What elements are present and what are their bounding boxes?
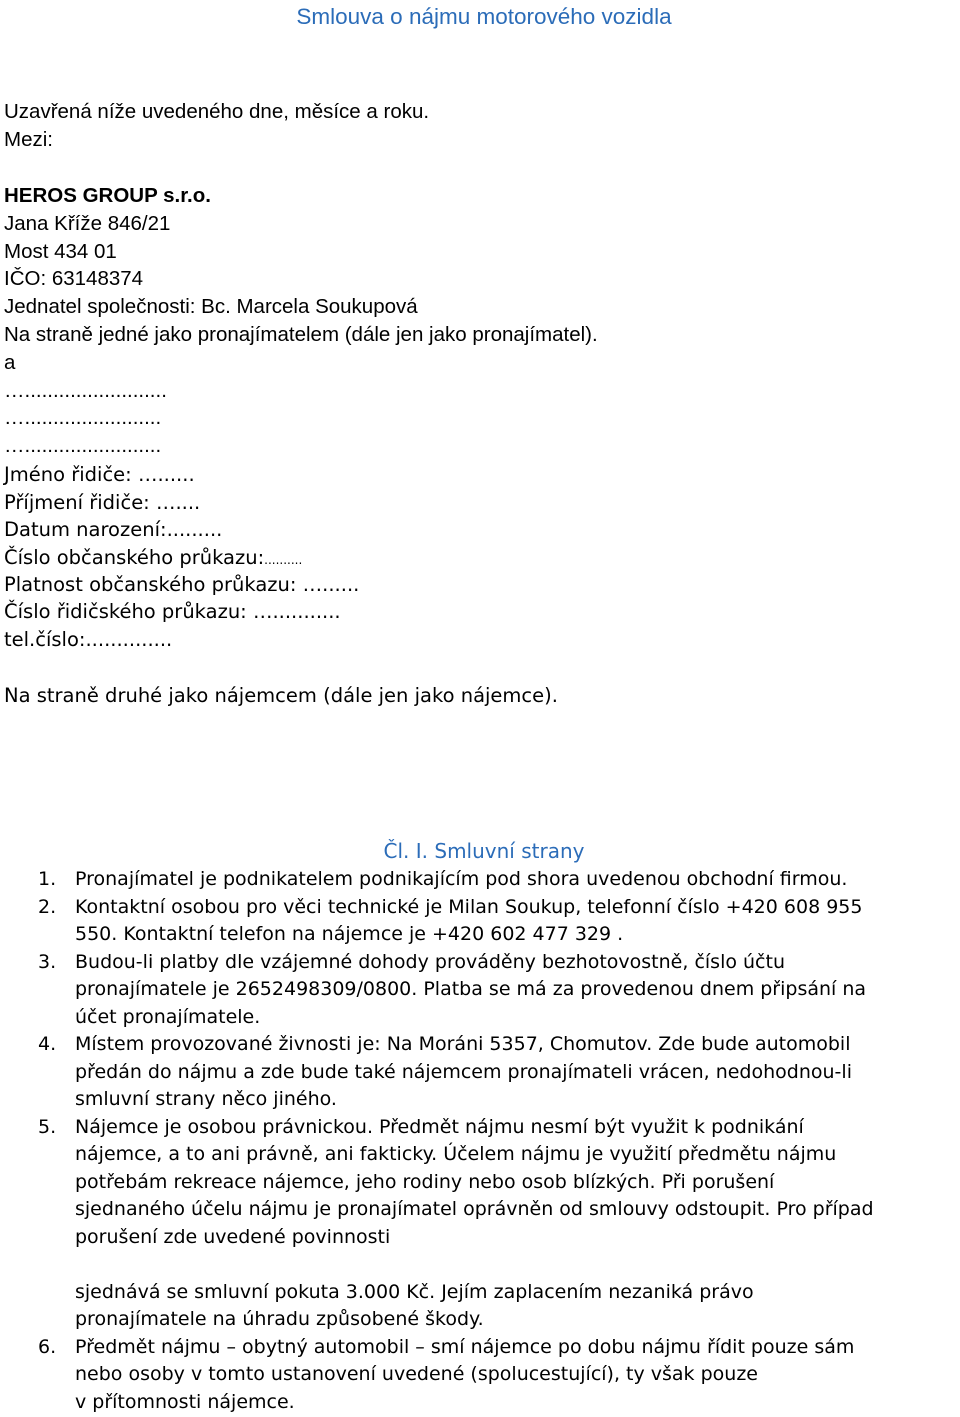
clause-item [0, 1334, 960, 1417]
document-title: Smlouva o nájmu motorového vozidla [296, 4, 672, 29]
landlord-ico: IČO: 63148374 [4, 267, 144, 290]
clause-text-line: nebo osoby v tomto ustanovení uvedené (spolucestující), ty však pouze [75, 1363, 758, 1385]
clause-text-line: 550. Kontaktní telefon na nájemce je +420 602 477 329 . [75, 923, 624, 945]
clause-text-line: smluvní strany něco jiného. [75, 1088, 337, 1110]
clause-number: 5. [38, 1115, 57, 1138]
section-title: Čl. I. Smluvní strany [383, 839, 585, 863]
clause-number: 2. [38, 895, 57, 918]
id-card-number-label: Číslo občanského průkazu: [4, 546, 265, 569]
landlord-street: Jana Kříže 846/21 [4, 212, 171, 235]
clause-text-line: Místem provozované živnosti je: Na Moráni 5357, Chomutov. Zde bude automobil [75, 1033, 851, 1055]
landlord-company: HEROS GROUP s.r.o. [4, 184, 211, 207]
clause-text-line: sjednaného účelu nájmu je pronajímatel oprávněn od smlouvy odstoupit. Pro případ [75, 1198, 874, 1220]
id-card-number-field [4, 545, 302, 573]
clause-list [0, 866, 960, 1416]
clause-number: 4. [38, 1033, 57, 1055]
clause-item [0, 949, 960, 1032]
driver-name-field: Jméno řidiče: …...... [4, 463, 195, 486]
clause-text-line: sjednává se smluvní pokuta 3.000 Kč. Jejím zaplacením nezaniká právo [75, 1280, 754, 1303]
clause-text-line: Nájemce je osobou právnickou. Předmět nájmu nesmí být využit k podnikání [75, 1115, 804, 1138]
clause-text-line: nájemce, a to ani právně, ani fakticky. Účelem nájmu je využití předmětu nájmu [75, 1143, 837, 1165]
clause-text-line [75, 1251, 960, 1279]
birth-date-field: Datum narození:......... [4, 518, 223, 541]
clause-text-line: potřebám rekreace nájemce, jeho rodiny nebo osob blízkých. Při porušení [75, 1170, 775, 1193]
blank-line: …......................... [4, 379, 167, 402]
phone-field: tel.číslo:.............. [4, 628, 173, 651]
clause-item [0, 1031, 960, 1114]
blank-line: …........................ [4, 406, 162, 429]
id-card-validity-field: Platnost občanského průkazu: …...... [4, 573, 360, 596]
intro-line: Uzavřená níže uvedeného dne, měsíce a roku. [4, 100, 430, 123]
driving-license-field: Číslo řidičského průkazu: …........... [4, 600, 341, 623]
clause-number: 1. [38, 868, 57, 890]
clause-text-line: Kontaktní osobou pro věci technické je Milan Soukup, telefonní číslo +420 608 955 [75, 895, 863, 918]
clause-text-line: porušení zde uvedené povinnosti [75, 1225, 391, 1248]
clause-text-line: účet pronajímatele. [75, 1005, 261, 1028]
clause-item [0, 866, 960, 894]
clause-number: 3. [38, 950, 57, 973]
clause-text-line: předán do nájmu a zde bude také nájemcem pronajímateli vrácen, nedohodnou-li [75, 1060, 852, 1083]
clause-number: 6. [38, 1335, 57, 1358]
intro-line: Mezi: [4, 128, 53, 151]
clause-text-line: v přítomnosti nájemce. [75, 1390, 295, 1413]
clause-text-line: pronajímatele je 2652498309/0800. Platba se má za provedenou dnem připsání na [75, 978, 867, 1000]
landlord-role: Na straně jedné jako pronajímatelem (dále jen jako pronajímatel). [4, 323, 598, 346]
clause-item [0, 894, 960, 949]
driver-surname-field: Příjmení řidiče: ….... [4, 491, 201, 514]
blank-line: …........................ [4, 434, 162, 457]
and-connector: a [4, 351, 16, 374]
clause-text-line: Předmět nájmu – obytný automobil – smí nájemce po dobu nájmu řídit pouze sám [75, 1335, 855, 1358]
clause-text-line: pronajímatele na úhradu způsobené škody. [75, 1308, 484, 1330]
landlord-city: Most 434 01 [4, 240, 117, 263]
tenant-role: Na straně druhé jako nájemcem (dále jen jako nájemce). [4, 684, 558, 707]
clause-text-line: Budou-li platby dle vzájemné dohody prováděny bezhotovostně, číslo účtu [75, 950, 785, 973]
clause-item [0, 1114, 960, 1334]
landlord-director: Jednatel společnosti: Bc. Marcela Soukupová [4, 295, 418, 318]
id-card-number-dots: .......... [264, 553, 303, 567]
clause-text-line: Pronajímatel je podnikatelem podnikajícím pod shora uvedenou obchodní firmou. [75, 868, 848, 890]
